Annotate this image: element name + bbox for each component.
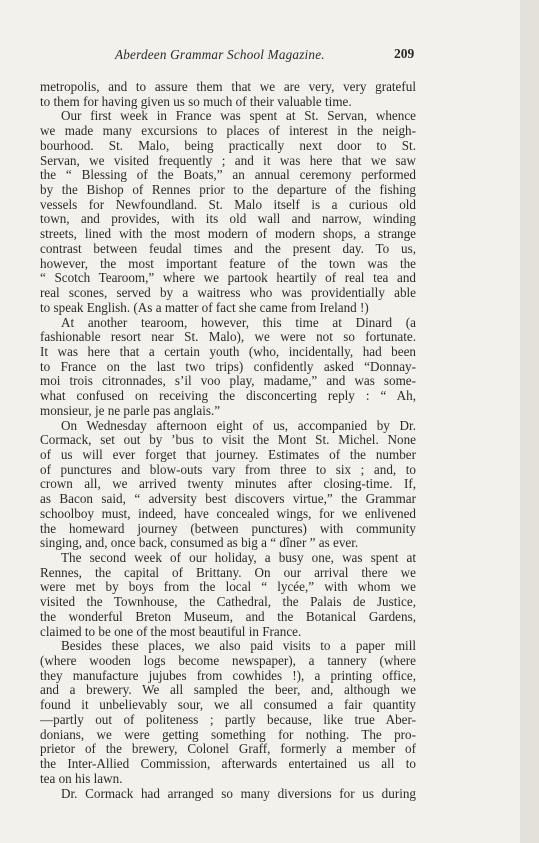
- text-line: were met by boys from the local “ lycée,” with whom we: [40, 579, 416, 595]
- text-line: claimed to be one of the most beautiful in France.: [40, 623, 302, 639]
- text-line: and a brewery. We all sampled the beer, and, although we: [40, 682, 416, 698]
- paragraph: [40, 639, 416, 786]
- text-line: It was here that a certain youth (who, incidentally, had been: [40, 343, 416, 359]
- page-header: [115, 47, 415, 67]
- paragraph: [40, 419, 416, 551]
- text-line: the homeward journey (between punctures) with community: [40, 520, 416, 536]
- paragraph: [40, 316, 416, 419]
- text-line: by the Bishop of Rennes prior to the departure of the fishing: [40, 182, 416, 198]
- text-line: singing, and, once back, consumed as big a “ dîner ” as ever.: [40, 535, 359, 551]
- text-line: vessels for Newfoundland. St. Malo itself is a curious old: [40, 196, 416, 212]
- text-line: (where wooden logs become newspaper), a tannery (where: [40, 653, 416, 669]
- text-line: however, the most important feature of the town was the: [40, 255, 416, 271]
- text-line: we made many excursions to places of interest in the neigh-: [40, 123, 416, 139]
- text-line: On Wednesday afternoon eight of us, accompanied by Dr.: [61, 417, 416, 433]
- text-line: Servan, we visited frequently ; and it was here that we saw: [40, 152, 416, 168]
- text-line: town, and provides, with its old wall and narrow, winding: [40, 211, 416, 227]
- page-number: 209: [394, 46, 415, 61]
- text-line: Rennes, the capital of Brittany. On our arrival there we: [40, 564, 416, 580]
- text-line: to France on the last two trips) confidently asked “Donnay-: [40, 358, 416, 374]
- paragraph: [40, 787, 416, 802]
- text-line: found it unbelievably sour, we all consumed a fair quantity: [40, 697, 416, 713]
- text-line: schoolboy must, indeed, have concealed wings, for we enlivened: [40, 505, 416, 521]
- text-line: Besides these places, we also paid visits to a paper mill: [61, 638, 416, 654]
- text-line: Dr. Cormack had arranged so many diversions for us during: [61, 785, 416, 801]
- text-line: the wonderful Breton Museum, and the Botanical Gardens,: [40, 608, 416, 624]
- text-line: to them for having given us so much of their valuable time.: [40, 93, 352, 109]
- paragraph: [40, 109, 416, 315]
- text-line: prietor of the brewery, Colonel Graff, formerly a member of: [40, 741, 416, 757]
- text-line: donians, we were getting something for nothing. The pro-: [40, 726, 416, 742]
- text-line: of us will ever forget that journey. Estimates of the number: [40, 446, 416, 462]
- text-line: bourhood. St. Malo, being practically next door to St.: [40, 137, 416, 153]
- text-line: The second week of our holiday, a busy one, was spent at: [61, 550, 416, 565]
- text-line: of punctures and blow-outs vary from three to six ; and, to: [40, 461, 416, 477]
- text-line: to speak English. (As a matter of fact she came from Ireland !): [40, 299, 369, 315]
- text-line: moi trois citronnades, s’il voo play, madame,” and was some-: [40, 373, 416, 389]
- running-title: Aberdeen Grammar School Magazine.: [115, 47, 325, 62]
- page-edge: [520, 0, 539, 843]
- text-line: they manufacture jujubes from cowhides !), a printing office,: [40, 667, 416, 683]
- text-line: At another tearoom, however, this time at Dinard (a: [61, 314, 416, 330]
- text-line: contrast between feudal times and the present day. To us,: [40, 240, 416, 256]
- text-line: the Inter-Allied Commission, afterwards entertained us all to: [40, 756, 416, 772]
- text-line: as Bacon said, “ adversity best discovers virtue,” the Grammar: [40, 491, 416, 507]
- text-line: the “ Blessing of the Boats,” an annual ceremony performed: [40, 167, 416, 183]
- text-line: streets, lined with the most modern of modern shops, a strange: [40, 226, 416, 242]
- text-line: fashionable resort near St. Malo), we were not so fortunate.: [40, 329, 416, 345]
- text-line: —partly out of politeness ; partly because, like true Aber-: [40, 711, 416, 727]
- text-line: Our first week in France was spent at St. Servan, whence: [61, 108, 416, 124]
- article-body: [40, 80, 416, 801]
- text-line: “ Scotch Tearoom,” where we partook heartily of real tea and: [40, 270, 416, 286]
- paragraph: [40, 80, 416, 109]
- paragraph: [40, 551, 416, 639]
- text-line: crown all, we arrived twenty minutes after closing-time. If,: [40, 476, 416, 492]
- text-line: Cormack, set out by ’bus to visit the Mont St. Michel. None: [40, 432, 416, 448]
- text-line: visited the Townhouse, the Cathedral, the Palais de Justice,: [40, 594, 416, 610]
- text-line: monsieur, je ne parle pas anglais.”: [40, 402, 221, 418]
- text-line: what confused on receiving the disconcerting reply : “ Ah,: [40, 388, 416, 404]
- text-line: metropolis, and to assure them that we are very, very grateful: [40, 79, 416, 94]
- text-line: tea on his lawn.: [40, 770, 123, 786]
- text-line: real scones, served by a waitress who was providentially able: [40, 285, 416, 301]
